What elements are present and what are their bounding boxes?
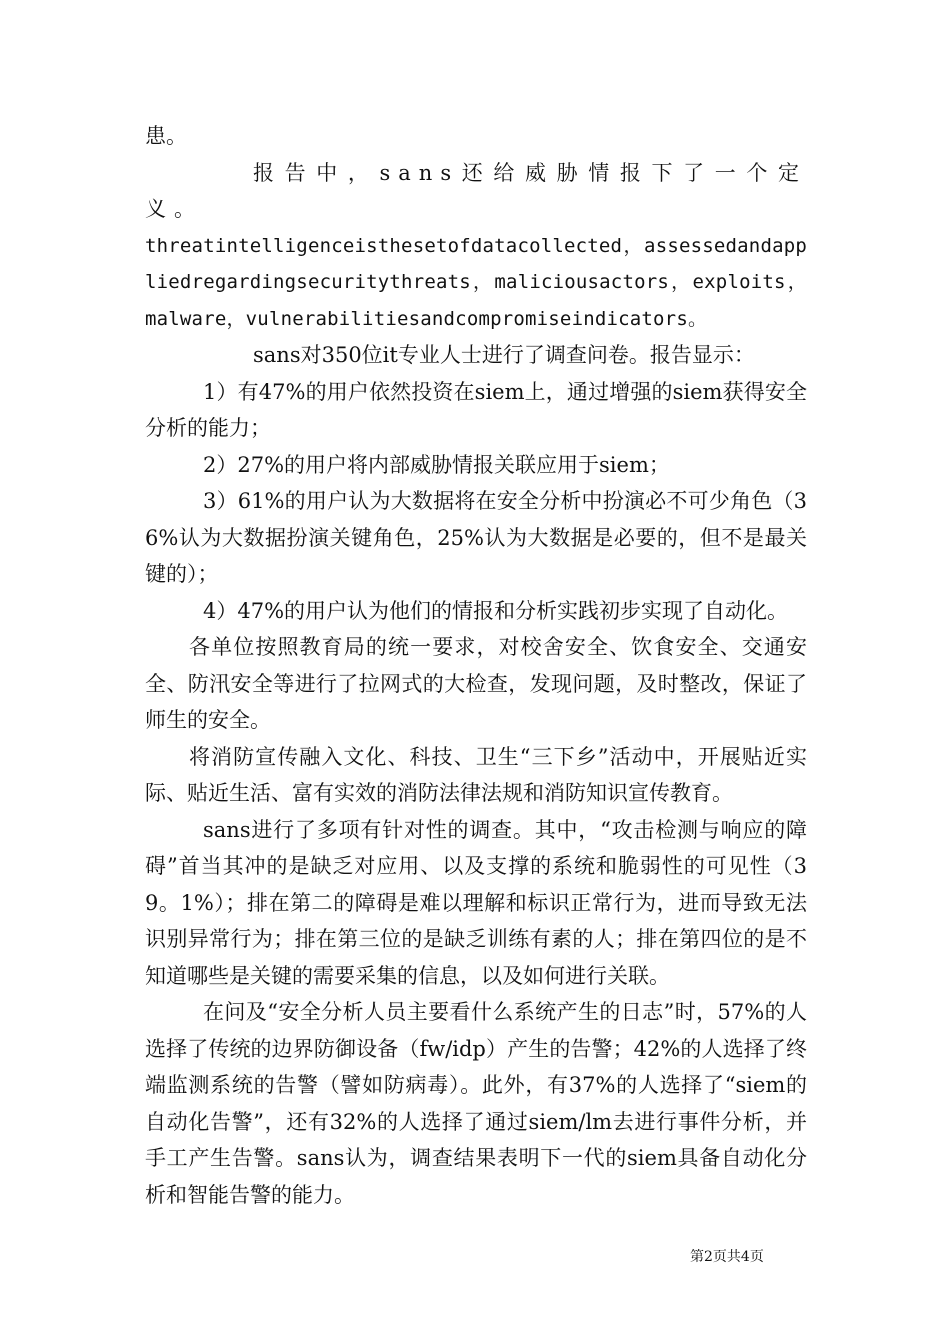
paragraph-definition-english: threatintelligenceisthesetofdatacollected，assessedandappliedregardingsecuritythreats，maliciousactors，exploits，malware，vulnerabilitiesandcompromiseindicators。 — [145, 234, 807, 330]
paragraph-continuation: 患。 — [145, 124, 187, 148]
paragraph-finding-1: 1）有47%的用户依然投资在siem上，通过增强的siem获得安全分析的能力； — [145, 379, 807, 440]
paragraph-log-sources: 在问及“安全分析人员主要看什么系统产生的日志”时，57%的人选择了传统的边界防御设备（fw/idp）产生的告警；42%的人选择了终端监测系统的告警（譬如防病毒）。此外，有37%的人选择了“siem的自动化告警”，还有32%的人选择了通过siem/lm去进行事件分析，并手工产生告警。sans认为，调查结果表明下一代的siem具备自动化分析和智能告警的能力。 — [145, 1000, 807, 1207]
paragraph-survey-intro: sans对350位it专业人士进行了调查问卷。报告显示： — [253, 343, 755, 367]
paragraph-fire-safety: 将消防宣传融入文化、科技、卫生“三下乡”活动中，开展贴近实际、贴近生活、富有实效的消防法律法规和消防知识宣传教育。 — [145, 744, 807, 805]
document-body — [145, 118, 807, 1213]
paragraph-finding-3: 3）61%的用户认为大数据将在安全分析中扮演必不可少角色（36%认为大数据扮演关键角色，25%认为大数据是必要的，但不是最关键的）； — [145, 489, 807, 586]
paragraph-finding-4: 4）47%的用户认为他们的情报和分析实践初步实现了自动化。 — [203, 598, 789, 623]
paragraph-school-safety: 各单位按照教育局的统一要求，对校舍安全、饮食安全、交通安全、防汛安全等进行了拉网式的大检查，发现问题，及时整改，保证了师生的安全。 — [145, 635, 807, 732]
paragraph-obstacles: sans进行了多项有针对性的调查。其中，“攻击检测与响应的障碍”首当其冲的是缺乏对应用、以及支撑的系统和脆弱性的可见性（39。1%）；排在第二的障碍是难以理解和标识正常行为，进而导致无法识别异常行为；排在第三位的是缺乏训练有素的人；排在第四位的是不知道哪些是关键的需要采集的信息，以及如何进行关联。 — [145, 817, 807, 988]
page-number: 第2页共4页 — [690, 1249, 764, 1265]
paragraph-definition-intro: 报告中，sans还给威胁情报下了一个定义。 — [145, 160, 807, 221]
paragraph-finding-2: 2）27%的用户将内部威胁情报关联应用于siem； — [203, 452, 670, 477]
